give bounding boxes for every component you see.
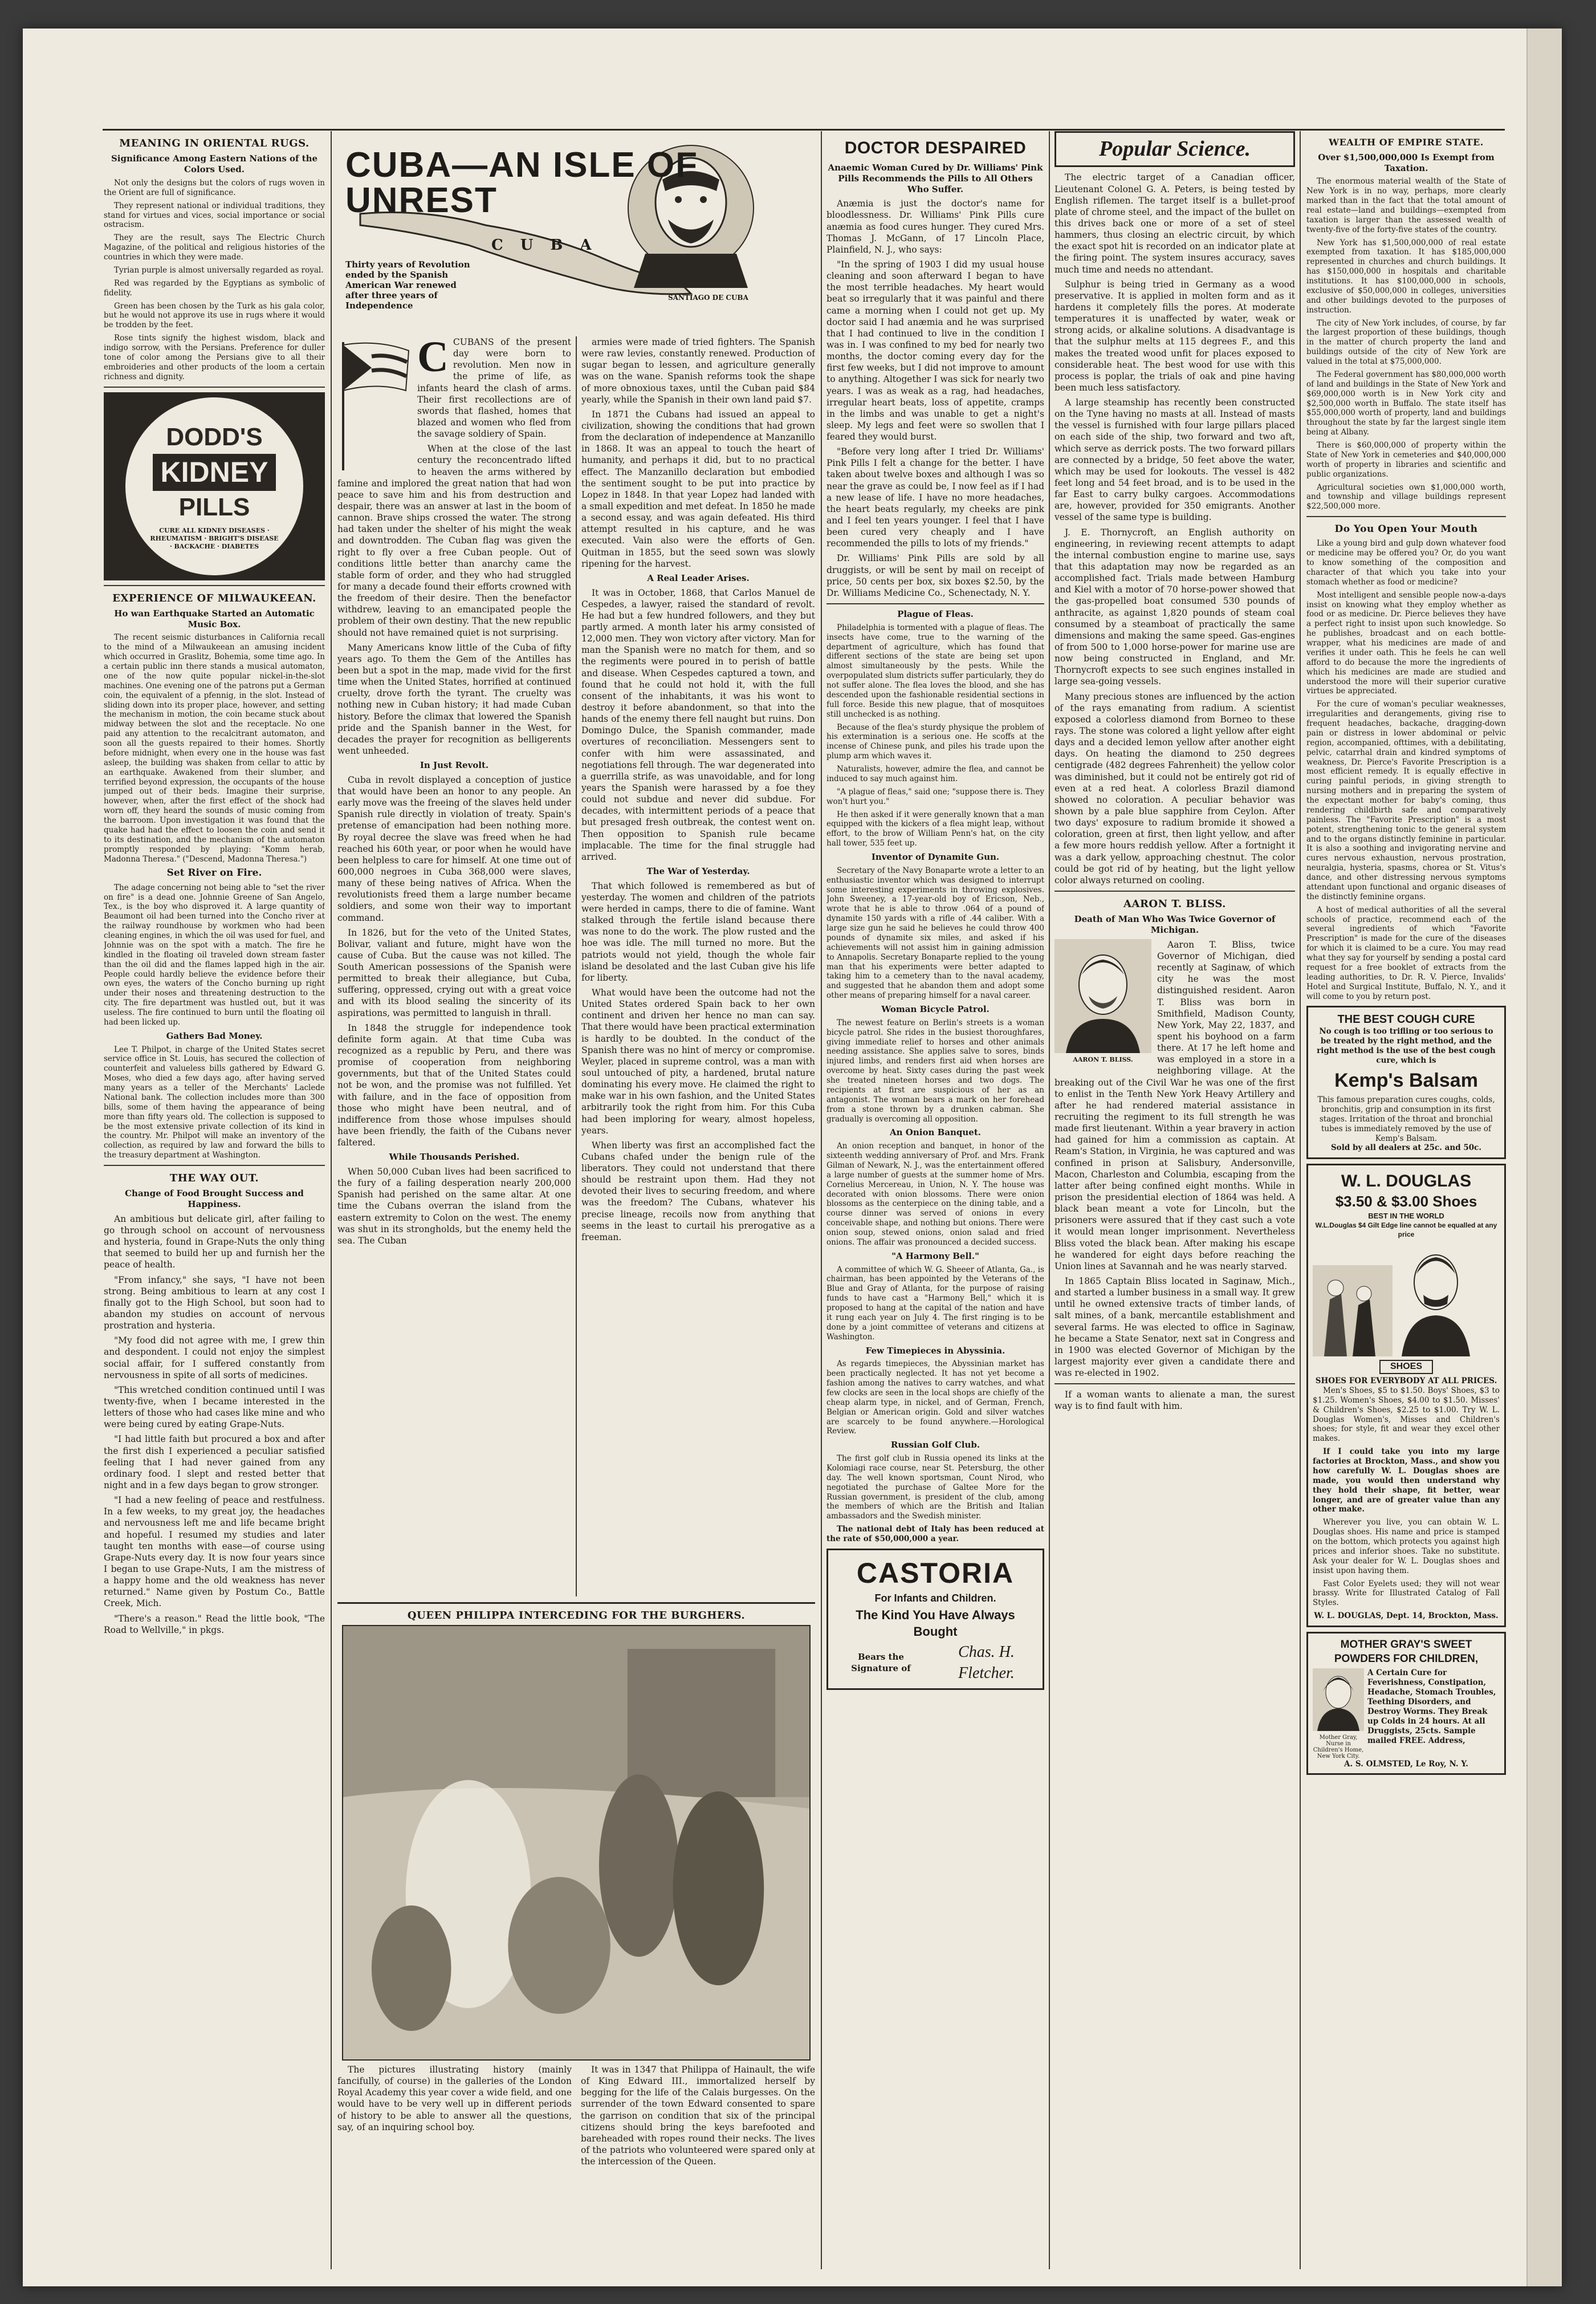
mouth-paragraph: For the cure of woman's peculiar weaknesses, irregularities and derangements, giving rise to frequent headaches, backache, dragging-down pain or distress in lower abdominal or pelvic region, accompanied, ofttimes, with a debilitating, pelvic, catarrhal drain and kindred symptoms of weakness, Dr. Pierce's Favorite Prescription is a most efficient remedy. It is equally effective in curing painful periods, in giving strength to nursing mothers and in preparing the system of the expectant mother for baby's coming, thus rendering childbirth safe and comparatively painless. The "Favorite Prescription" is a most potent, strengthening tonic to the general system and to the organs distinctly feminine in particular. It is also a soothing and invigorating nervine and cures nervous exhaustion, nervous prostration, neuralgia, hysteria, spasms, chorea or St. Vitus's dance, and other distressing nervous symptoms attendant upon functional and organic diseases of the distinctly feminine organs. <box>1306 700 1506 901</box>
rugs-subhead: Significance Among Eastern Nations of the Colors Used. <box>111 153 318 175</box>
fleas-paragraph: He then asked if it were generally known that a man equipped with the kickers of a flea might leap, without effort, to the brow of William Penn's hat, on the city hall tower, 535 feet up. <box>826 810 1044 848</box>
douglas-address: W. L. DOUGLAS, Dept. 14, Brockton, Mass. <box>1314 1611 1499 1621</box>
gray-address: A. S. OLMSTED, Le Roy, N. Y. <box>1344 1759 1468 1769</box>
column-rule <box>1300 131 1301 2269</box>
portrait-image <box>1054 939 1151 1053</box>
dynamite-headline: Inventor of Dynamite Gun. <box>871 852 1000 863</box>
fletcher-signature: Chas. H. Fletcher. <box>958 1643 1015 1682</box>
douglas-paragraph: Men's Shoes, $5 to $1.50. Boys' Shoes, $3 to $1.25. Women's Shoes, $4.00 to $1.50. Misses' & Children's Shoes, $2.25 to $1.00. Try W. L. Douglas Women's, Misses and Children's shoes; for style, fit and wear they excel other makes. <box>1313 1385 1500 1444</box>
onion-paragraph: An onion reception and banquet, in honor of the sixteenth wedding anniversary of Prof. and Mrs. Frank Gilman of Newark, N. J., was the entertainment offered a large number of guests at the summer home of Mrs. Cornelius Mercereau, in Union, N. Y. The house was decorated with onion blossoms. There were onion blossoms as the centerpiece on the dining table, and a course dinner was served of onions in every conceivable shape, and nothing but onions. There were onion soup, stewed onions, onion salad and fried onions. The affair was pronounced a decided success. <box>826 1141 1044 1247</box>
fire-headline: Set River on Fire. <box>166 867 262 879</box>
rugs-paragraph: They represent national or individual traditions, they stand for virtues and vices, social importance or social ostracism. <box>104 201 325 230</box>
page-edge <box>1526 29 1562 2286</box>
wayout-paragraph: "There's a reason." Read the little book, "The Road to Wellville," in pkgs. <box>104 1613 325 1635</box>
mouth-paragraph: A host of medical authorities of all the several schools of practice, recommend each of the several ingredients of which "Favorite Prescription" is made for the cure of the diseases for which it is claimed to be a cure. You may read what they say for yourself by sending a postal card request for a free booklet of extracts from the leading authorities, to Dr. R. V. Pierce, Invalids' Hotel and Surgical Institute, Buffalo, N. Y., and it will come to you by return post. <box>1306 905 1506 1001</box>
douglas-paragraph: Wherever you live, you can obtain W. L. Douglas shoes. His name and price is stamped on the bottom, which protects you against high prices and inferior shoes. Take no substitute. Ask your dealer for W. L. Douglas shoes and insist upon having them. <box>1313 1518 1500 1575</box>
divider <box>1054 1383 1295 1384</box>
cuba-paragraph: It was in October, 1868, that Carlos Manuel de Cespedes, a lawyer, raised the standard of revolt. He had but a few hundred followers, and they but partly armed. A month later his army consisted of 12,000 men. They won victory after victory. Man for man the Spanish were no match for them, and so the regiments were poured in to perish of battle and disease. When Cespedes captured a town, and found that he could not hold it, with the full consent of the inhabitants, it was his wont to destroy it before abandonment, so that into the hands of the enemy there fell naught but ruins. Don Domingo Dulce, the Spanish commander, made overtures of reconciliation. Messengers sent to confer with him were assassinated, and negotiations fell through. The war degenerated into a guerrilla strife, as was unavoidable, and for long years the Spanish were harassed by a foe they could not subdue and never did subdue. For decades, with intermittent periods of a peace that but presaged fresh outbreak, the contest went on. Then opposition to Spanish rule became implacable. The time for the final struggle had arrived. <box>581 587 815 862</box>
rugs-headline: MEANING IN ORIENTAL RUGS. <box>119 137 310 149</box>
wayout-paragraph: "My food did not agree with me, I grew thin and despondent. I could not enjoy the simplest social affair, for I suffered constantly from nervousness in spite of all sorts of medicines. <box>104 1335 325 1380</box>
douglas-paragraph: If I could take you into my large factories at Brockton, Mass., and show you how carefully W. L. Douglas shoes are made, you would then understand why they hold their shape, fit better, wear longer, and are of greater value than any other make. <box>1313 1447 1500 1514</box>
dodds-ring-text: CURE ALL KIDNEY DISEASES · RHEUMATISM · BRIGHT'S DISEASE · BACKACHE · DIABETES <box>150 526 279 551</box>
bliss-caption: AARON T. BLISS. <box>1073 1056 1133 1063</box>
column-rule <box>331 131 332 2269</box>
cuba-subhead: While Thousands Perished. <box>389 1152 520 1163</box>
bliss-portrait <box>1054 939 1151 1064</box>
fleas-paragraph: Because of the flea's sturdy physique the problem of his extermination is a serious one. He scoffs at the incense of Chinese punk, and piles his trade upon the plump arm which waves it. <box>826 722 1044 761</box>
science-paragraph: A large steamship has recently been constructed on the Tyne having no masts at all. Instead of masts the vessel is furnished with four large pillars placed on each side of the ship, two forward and two aft, which serve as derrick posts. The two forward pillars are connected by a bridge, 50 feet above the water, which may be used for lookouts. The vessel is 482 feet long and 54 feet broad, and is to be used in the far East to carry bulky cargoes. Accommodations are, however, provided for 350 emigrants. Another vessel of the same type is building. <box>1054 397 1295 523</box>
wealth-headline: WEALTH OF EMPIRE STATE. <box>1329 137 1484 148</box>
castoria-line: The Kind You Have Always Bought <box>856 1608 1015 1639</box>
cuba-paragraph: In 1848 the struggle for independence took definite form again. At that time Cuba was recognized as a republic by Peru, and there was promise of cooperation from neighboring governments, but that of the United States could not be won, and the promise was not fulfilled. Yet with failure, and in the face of opposition from those who might have been neutral, and of indifference from those whose impulses should have been friendly, the faith of the Cubans never faltered. <box>337 1022 571 1148</box>
mouth-headline: Do You Open Your Mouth <box>1334 523 1478 535</box>
wealth-paragraph: There is $60,000,000 of property within the State of New York in cemeteries and $40,000,000 worth of property in libraries and scientific and public organizations. <box>1306 441 1506 479</box>
cuba-banner-illustration <box>337 140 815 328</box>
column-4 <box>826 131 1044 2269</box>
fire-paragraph: The adage concerning not being able to "set the river on fire" is a dead one. Johnnie Greene of San Angelo, Tex., is the boy who disproved it. A large quantity of Beaumont oil had been turned into the Concho river at the railway roundhouse by workmen who had been cleaning engines, in which the oil was used for fuel, and Johnnie was on the spot with a match. The fire he kindled in the floating oil traveled down stream faster than the oil did and the flames lapped high in the air. People could hardly believe the evidence before their own eyes, the waters of the Concho burning up right under their noses and threatening destruction to the city. The fire department was hustled out, but it was useless. The fire continued to burn until the floating oil had been licked up. <box>104 883 325 1027</box>
doctor-subhead: Anaemic Woman Cured by Dr. Williams' Pink Pills Recommends the Pills to All Others Who Suffer. <box>828 162 1043 194</box>
wayout-paragraph: "This wretched condition continued until I was twenty-five, when I became interested in the letters of those who had cases like mine and who were being cured by eating Grape-Nuts. <box>104 1384 325 1430</box>
philippa-article <box>337 1602 815 2269</box>
cuba-column-a <box>337 336 571 1596</box>
philippa-paragraph: It was in 1347 that Philippa of Hainault, the wife of King Edward III., immortalized herself by begging for the life of the Calais burgesses. On the surrender of the town Edward consented to spare the garrison on condition that six of the principal citizens should bring the keys barefooted and bareheaded with ropes round their necks. The lives of the patriots who volunteered were spared only at the intercession of the Queen. <box>581 2065 815 2167</box>
milwaukee-subhead: Ho wan Earthquake Started an Automatic Music Box. <box>114 608 315 629</box>
dodds-pills: PILLS <box>178 493 250 521</box>
cuba-paragraph: Many Americans know little of the Cuba of fifty years ago. To them the Gem of the Antilles has been but a spot in the map, made vivid for the first time when the United States, horrified at continued cruelty, drove forth the tyrant. The cruelty was nothing new in Cuban history; it had made Cuban history. Before the climax that lowered the Spanish pride and the Spanish banner in the West, for decades the prayer for recognition as belligerents went unheeded. <box>337 642 571 756</box>
cuba-paragraph: That which followed is remembered as but of yesterday. The women and children of the patriots were herded in camps, there to die of famine. Want stalked through the fertile island because there was none to do the work. The plow rusted and the hoe was idle. The mill turned no more. But the patriots would not yield, though the whole fair island be desolated and the last Cuban give his life for liberty. <box>581 880 815 983</box>
kemp-brand: Kemp's Balsam <box>1334 1069 1478 1091</box>
italy-note: The national debt of Italy has been reduced at the rate of $50,000,000 a year. <box>826 1525 1044 1544</box>
cuba-paragraph: When at the close of the last century the reconcentrado lifted to heaven the arms withered by famine and implored the great nation that had won peace to save him and his from destruction and despair, there was an answer at last in the boom of cannon. Brave ships crossed the water. The strong had taken under the shelter of his might the weak and downtrodden. The Cuban flag was given the right to fly over a free Cuban people. Out of conditions little better than anarchy came the stable form of order, and they who had struggled for many a decade found their efforts crowned with the freedom of their desire. Then the benefactor withdrew, leaving to an emancipated people the problem of their own destiny. That the new republic should not have remained quiet is not surprising. <box>337 444 571 638</box>
divider <box>826 603 1044 604</box>
divider <box>104 585 325 586</box>
rugs-paragraph: They are the result, says The Electric Church Magazine, of the political and religious histories of the countries in which they were made. <box>104 233 325 262</box>
mouth-paragraph: Like a young bird and gulp down whatever food or medicine may be offered you? Or, do you want to know something of the composition and character of that which you take into your stomach whether as food or medicine? <box>1306 539 1506 587</box>
douglas-price: $3.50 & $3.00 Shoes <box>1335 1193 1477 1210</box>
shoe-figures-icon <box>1313 1265 1393 1356</box>
bliss-subhead: Death of Man Who Was Twice Governor of Michigan. <box>1074 914 1276 936</box>
cuba-subhead: In Just Revolt. <box>420 760 489 771</box>
philippa-headline: QUEEN PHILIPPA INTERCEDING FOR THE BURGHERS. <box>407 1610 746 1622</box>
cuba-lead: CUBANS of the present day were born to revolution. Men now in the prime of life, as infants heard the clash of arms. Their first recollections are of swords that flashed, homes that blazed and women who fled from the savage soldiery of Spain. <box>417 337 571 440</box>
wealth-paragraph: New York has $1,500,000,000 of real estate exempted from taxation. It has $185,000,000 represented in churches and church buildings. It has $150,000,000 in hospitals and charitable institutions. It has $100,000,000 in schools, exclusive of $50,000,000 in colleges, universities and other buildings devoted to the purposes of instruction. <box>1306 238 1506 315</box>
cuba-banner-title: CUBA—AN ISLE OF UNREST <box>345 145 698 220</box>
milwaukee-headline: EXPERIENCE OF MILWAUKEEAN. <box>112 592 316 604</box>
wayout-paragraph: "I had a new feeling of peace and restfulness. In a few weeks, to my great joy, the headaches and nervousness left me and life became bright and hopeful. I resumed my studies and later taught ten months with ease—of course using Grape-Nuts every day. It is now four years since I began to use Grape-Nuts, I am the mistress of a happy home and the old weakness has never returned." Name given by Postum Co., Battle Creek, Mich. <box>104 1495 325 1609</box>
gray-caption: Mother Gray, Nurse in Children's Home, New York City. <box>1313 1734 1364 1760</box>
cuba-paragraph: In 1826, but for the veto of the United States, Bolivar, valiant and future, might have won the cause of Cuba. But the cause was not killed. The South American possessions of the Spanish were permitted to break their allegiance, but Cuba, suffering, oppressed, crying out with a great voice and with its blood sealing the sincerity of its aspirations, was permitted to languish in thrall. <box>337 927 571 1018</box>
wealth-paragraph: The city of New York includes, of course, by far the largest proportion of these buildings, though in the matter of church property the land and buildings outside of the city of New York are valued in the total at $75,000,000. <box>1306 318 1506 367</box>
divider <box>1306 516 1506 517</box>
rugs-paragraph: Tyrian purple is almost universally regarded as royal. <box>114 265 324 275</box>
gray-text: A Certain Cure for Feverishness, Constipation, Headache, Stomach Troubles, Teething Disorders, and Destroy Worms. They Break up Colds in 24 hours. At all Druggists, 25cts. Sample mailed FREE. Address, <box>1367 1668 1496 1745</box>
dodds-kidney-pills-ad <box>104 392 325 580</box>
engraving-image <box>343 1626 809 2059</box>
doctor-headline: DOCTOR DESPAIRED <box>844 139 1027 157</box>
bicycle-headline: Woman Bicycle Patrol. <box>881 1004 990 1015</box>
gray-title: MOTHER GRAY'S SWEET POWDERS FOR CHILDREN, <box>1334 1639 1479 1665</box>
philippa-paragraph: The pictures illustrating history (mainly fancifully, of course) in the galleries of the London Royal Academy this year cover a wide field, and one would have to be very well up in different periods of history to be able to answer all the questions, say, of an inquiring school boy. <box>337 2065 572 2132</box>
santiago-label: SANTIAGO DE CUBA <box>668 294 748 302</box>
abyssinia-paragraph: As regards timepieces, the Abyssinian market has been practically neglected. It has not yet become a fashion among the natives to carry watches, and what few clocks are seen in the local shops are chiefly of the cheap alarm type, in nickel, and of German, French, Belgian or American origin. Gold and silver watches are scarcely to be found anywhere.—Horological Review. <box>826 1359 1044 1436</box>
popular-science-title: Popular Science. <box>1099 137 1251 161</box>
bliss-paragraph: In 1865 Captain Bliss located in Saginaw, Mich., and started a lumber business in a small way. It grew until he owned extensive tracts of timber lands, of salt mines, of a bank, mercantile establishment and several farms. He was elected to office in Saginaw, he became a State Senator, next sat in Congress and in 1900 was elected Governor of Michigan by the largest majority ever given a candidate there and was re-elected in 1902. <box>1054 1275 1295 1379</box>
wayout-headline: THE WAY OUT. <box>169 1172 259 1185</box>
bell-headline: "A Harmony Bell." <box>891 1250 979 1261</box>
cuba-paragraph: Cuba in revolt displayed a conception of justice that would have been an honor to any people. An early move was the freeing of the slaves held under Spanish rule directly in violation of treaty. Spain's pretense of emancipation had been nothing more. By royal decree the slave was freed when he had reached his 60th year, or poor when he would have been helpless to care for himself. At one time out of 600,000 negroes in Cuba 368,000 were slaves, many of these being natives of Africa. When the revolutionists freed them a large number became soldiers, and some won their way to important command. <box>337 774 571 923</box>
cuba-subhead: The War of Yesterday. <box>646 865 750 876</box>
column-rule <box>1049 131 1050 2269</box>
divider <box>1054 891 1295 892</box>
science-paragraph: The electric target of a Canadian officer, Lieutenant Colonel G. A. Peters, is being tested by English riflemen. The target itself is a bullet-proof plate of chrome steel, and the impact of the bullet on this drives back one or more of a set of steel hammers, thus closing an electric circuit, by which the exact spot hit is recorded on an indicator plate at the firing point. The system insures accuracy, saves much time and needs no attendant. <box>1054 172 1295 275</box>
dynamite-paragraph: Secretary of the Navy Bonaparte wrote a letter to an enthusiastic inventor which was designed to interrupt some interesting experiments in throwing explosives. John Sweeney, a 17-year-old boy of Ericson, Neb., wrote that he is able to throw .064 of a pound of dynamite 150 yards with a rifle of .44 caliber. With a large size gun he said he believes he could throw 400 pounds of dynamite six miles, and asked if his achievements will not assist him in gaining admission to Annapolis. Secretary Bonaparte replied to the young man that his experiments were better adapted to taking him to a cemetery than to the naval academy, and suggested that he abandon them and adopt some other means of preparing himself for a naval career. <box>826 865 1044 1001</box>
rugs-paragraph: Not only the designs but the colors of rugs woven in the Orient are full of significance. <box>104 178 325 197</box>
dodds-brand: DODD'S <box>166 423 263 452</box>
castoria-title: CASTORIA <box>856 1557 1015 1589</box>
douglas-best: BEST IN THE WORLD <box>1368 1212 1444 1221</box>
money-headline: Gathers Bad Money. <box>166 1030 263 1041</box>
cuba-paragraph: armies were made of tried fighters. The Spanish were raw levies, constantly renewed. Production of sugar began to lessen, and agriculture generally was on the wane. Spanish reforms took the shape of more obnoxious taxes, until the Cuban paid $84 yearly, while the Spanish in their own land paid $7. <box>581 337 815 405</box>
golf-headline: Russian Golf Club. <box>890 1440 980 1450</box>
wayout-paragraph: An ambitious but delicate girl, after failing to go through school on account of nervousness and hysteria, found in Grape-Nuts the only thing that seemed to build her up and furnish her the peace of health. <box>104 1213 325 1270</box>
fleas-paragraph: Naturalists, however, admire the flea, and cannot be induced to say much against him. <box>826 765 1044 783</box>
douglas-edge: W.L.Douglas $4 Gilt Edge line cannot be equalled at any price <box>1315 1221 1497 1238</box>
milwaukee-paragraph: The recent seismic disturbances in California recall to the mind of a Milwaukeean an amusing incident which occurred in Graslitz, Bohemia, some time ago. In a certain public inn there stands a musical automaton, one of the now quite popular nickel-in-the-slot machines. One evening one of the patrons put a German coin, the equivalent of a pfennig, in the slot. Instead of sliding down into its proper place, however, and setting the mechanism in motion, the coin became stuck about midway between the slot and the receptacle. No one paid any attention to the recalcitrant automaton, and soon all the guests repaired to their homes. Shortly before midnight, when every one in the house was fast asleep, the building was shaken from cellar to attic by an earthquake. Awakened from their slumber, and terrified beyond expression, the occupants of the house jumped out of their beds. Imagine their surprise, however, when, after the first effect of the shock had worn off, they heard the sounds of music coming from the barroom. Upon investigation it was found that the quake had had the effect to loosen the coin and send it to its destination, and the mechanism of the automaton promptly responded by playing: "Komm herab, Madonna Theresa." ("Descend, Madonna Theresa.") <box>104 633 325 864</box>
rugs-paragraph: Green has been chosen by the Turk as his gala color, but he would not approve its use in rugs where it would be trodden by the feet. <box>104 301 325 330</box>
divider <box>104 387 325 388</box>
fleas-paragraph: Philadelphia is tormented with a plague of fleas. The insects have come, true to the warning of the department of agriculture, which has found that different sections of the state are being set upon almost simultaneously by the pests. While the overpopulated slum districts suffer particularly, they do not suffer alone. The flea loves the blood, and she has descended upon the fashionable residential sections in full force. Beside this new plague, that of mosquitoes still unchecked is as nothing. <box>826 623 1044 719</box>
doctor-paragraph: Anæmia is just the doctor's name for bloodlessness. Dr. Williams' Pink Pills cure anæmia as food cures hunger. They cured Mrs. Thomas J. McGann, of 17 Lincoln Place, Plainfield, N. J., who says: <box>826 198 1044 255</box>
wealth-paragraph: The Federal government has $80,000,000 worth of land and buildings in the State of New York and $69,000,000 worth is in New York city and $2,500,000 worth in Buffalo. The state itself has $55,000,000 worth of property, land and buildings throughout the state by far the largest single item being at Albany. <box>1306 369 1506 437</box>
bicycle-paragraph: The newest feature on Berlin's streets is a woman bicycle patrol. She rides in the busiest thoroughfares, giving immediate relief to horses and other animals needing assistance. She applies salve to sores, binds injured limbs, and renders first aid when horses are overcome by heat. Sixty cases during the past week she treated nineteen horses and two dogs. The recipients at first are suspicious of her as an antagonist. The woman bears a mark on her forehead from a stone thrown by a drunken cabman. She gradually is overcoming all opposition. <box>826 1018 1044 1124</box>
kemp-text: No cough is too trifling or too serious to be treated by the right method, and the right method is the use of the best cough cure, which is <box>1317 1027 1496 1066</box>
mouth-paragraph: Most intelligent and sensible people now-a-days insist on knowing what they employ whether as food or as medicine. Dr. Pierce believes they have a perfect right to insist upon such knowledge. So he publishes, broadcast and on each bottle-wrapper, what his medicines are made of and verifies it under oath. This he feels he can well afford to do because the more the ingredients of which his medicines are made are studied and understood the more will their superior curative virtues be appreciated. <box>1306 590 1506 696</box>
science-paragraph: J. E. Thornycroft, an English authority on engineering, in reviewing recent attempts to adapt the internal combustion engine to marine use, says that this adaptation may now be regarded as an accomplished fact. Trials made between Hamburg and Kiel with a motor of 70 horse-power showed that the gas-propelled boat consumed 530 pounds of anthracite, as against 1,820 pounds of steam coal consumed by a steamboat of practically the same dimensions and making the same speed. Gas-engines of from 500 to 1,000 horse-power for marine use are now being constructed in England, and Mr. Thornycroft expects to see such engines installed in large sea-going vessels. <box>1054 527 1295 687</box>
doctor-paragraph: Dr. Williams' Pink Pills are sold by all druggists, or will be sent by mail on receipt of price, 50 cents per box, six boxes $2.50, by the Dr. Williams Medicine Co., Schenectady, N. Y. <box>826 553 1044 598</box>
top-rule <box>103 129 1505 131</box>
castoria-line: Bears the Signature of <box>851 1652 911 1673</box>
doctor-paragraph: "Before very long after I tried Dr. Williams' Pink Pills I felt a change for the better. I have taken about twelve boxes and although I was so near the grave as could be, I now feel as if I had a new lease of life. I have no more headaches, the heart beats regularly, my cheeks are pink and I feel ten years younger. I feel that I have been cured very cheaply and I have recommended the pills to lots of my friends." <box>826 446 1044 549</box>
column-1 <box>104 131 325 2269</box>
mother-gray-ad <box>1306 1632 1506 1775</box>
wayout-paragraph: "I had little faith but procured a box and after the first dish I experienced a peculiar satisfied feeling that I had never gained from any ordinary food. I slept and rested better that night and in a few days began to grow stronger. <box>104 1434 325 1491</box>
science-paragraph: Many precious stones are influenced by the action of the rays emanating from radium. A scientist exposed a colorless diamond from Borneo to these rays. The stone was colored a light yellow after eight days and a decided lemon yellow after another eight days. On heating the diamond to 250 degrees centigrade (482 degrees Fahrenheit) the yellow color was diminished, but it could not be entirely got rid of even at a red heat. A colorless Brazil diamond showed no coloration. A peculiar behavior was shown by a pale blue sapphire from Ceylon. After two days' exposure to radium bromide it showed a coloration, green at first, then light yellow, and after a few more hours reddish yellow. After a fortnight it was a dark yellow, approaching chestnut. The color could be got rid of by heating, but the light yellow color always returned on cooling. <box>1054 691 1295 885</box>
cuba-paragraph: When 50,000 Cuban lives had been sacrificed to the fury of a failing desperation nearly 200,000 Spanish had perished on the same altar. At one time the Cubans overran the island from the eastern extremity to Colon on the west. The enemy was shut in its strongholds, but the enemy held the sea. The Cuban <box>337 1167 571 1246</box>
column-6 <box>1306 131 1506 2269</box>
doctor-paragraph: "In the spring of 1903 I did my usual house cleaning and soon afterward I began to have the most terrible headaches. My heart would beat so irregularly that it was painful and there came a morning when I could not get up. My doctor said I had anæmia and he was surprised that I had continued to live in the condition I was in. I was confined to my bed for nearly two months, the doctor coming every day for the first few weeks, but I did not improve to amount to anything. Altogether I was sick for nearly two years. I was as weak as a rag, had headaches, irregular heart beats, loss of appetite, cramps in the limbs and was unable to get a night's sleep. My legs and feet were so swollen that I feared they would burst. <box>826 259 1044 442</box>
newspaper-page <box>23 29 1562 2286</box>
mother-gray-portrait-icon <box>1313 1668 1364 1731</box>
popular-science-banner <box>1054 131 1295 167</box>
fleas-paragraph: "A plague of fleas," said one; "suppose there is. They won't hurt you." <box>826 787 1044 806</box>
douglas-all: SHOES FOR EVERYBODY AT ALL PRICES. <box>1315 1376 1497 1385</box>
flag-icon <box>337 336 412 473</box>
douglas-shoes-ad <box>1306 1164 1506 1627</box>
filler-paragraph: If a woman wants to alienate a man, the surest way is to find fault with him. <box>1054 1389 1295 1412</box>
wealth-paragraph: The enormous material wealth of the State of New York is in no way, perhaps, more clearly marked than in the fact that the total amount of real estate—land and buildings—exempted from taxation is larger than the assessed wealth of twenty-five of the forty-five states of the country. <box>1306 177 1506 234</box>
cuba-paragraph: When liberty was first an accomplished fact the Cubans chafed under the benign rule of the liberators. They could not understand that there should be restraint upon them. Had they not devoted their lives to securing freedom, and where was the freedom? The Cubans, whatever his precise lineage, recoils now from anything that seems in the least to curtail his prerogative as a freeman. <box>581 1140 815 1242</box>
kemp-text: This famous preparation cures coughs, colds, bronchitis, grip and consumption in its first stages. Irritation of the throat and bronchial tubes is immediately removed by the use of Kemp's Balsam. <box>1317 1095 1495 1143</box>
wayout-subhead: Change of Food Brought Success and Happiness. <box>125 1188 304 1210</box>
douglas-portrait-icon <box>1396 1242 1476 1356</box>
cuba-subhead: A Real Leader Arises. <box>647 572 750 583</box>
column-5 <box>1054 131 1295 2269</box>
money-paragraph: Lee T. Philpot, in charge of the United States secret service office in St. Louis, has secured the collection of counterfeit and valueless bills gathered by Edward G. Moses, who died a few days ago, after having served many years as a teller of the Merchants' Laclede National bank. The collection includes more than 300 bills, some of them having the appearance of being more than fifty years old. The collection is supposed to be the most extensive private collection of its kind in the country. Mr. Philpot will make an inventory of the collection, as required by law and forward the bills to the treasury department at Washington. <box>104 1045 325 1160</box>
wealth-subhead: Over $1,500,000,000 Is Exempt from Taxation. <box>1318 152 1495 173</box>
cuba-flag-art <box>337 336 412 473</box>
cuba-paragraph: What would have been the outcome had not the United States ordered Spain back to her own continent and driven her hence no man can say. That there would have been practical extermination is hardly to be doubted. In the conduct of the Spanish there was no hint of mercy or compromise. Weyler, placed in supreme control, was a man with soul untouched of pity, a hardened, brutal nature dominating his every move. He claimed the right to make war in his own fashion, and the United States arbitrarily took the right from him. For this Cuba had been imploring for weary, almost hopeless, years. <box>581 987 815 1136</box>
dodds-kidney: KIDNEY <box>153 454 276 491</box>
douglas-shoes-label: SHOES <box>1379 1360 1433 1374</box>
kemp-text: Sold by all dealers at 25c. and 50c. <box>1330 1143 1482 1153</box>
bliss-paragraph: Aaron T. Bliss, twice Governor of Michigan, died recently at Saginaw, of which city he was the most distinguished resident. Aaron T. Bliss was born in Smithfield, Madison County, New York, May 22, 1837, and spent his boyhood on a farm there. At 17 he left home and was employed in a store in a neighboring village. At the breaking out of the Civil War he was one of the first to enlist in the Tenth New York Heavy Artillery and after he had rendered material assistance in recruiting the regiment to its full strength he was made first lieutenant. Within a year bravery in action had gained for him a commission as captain. At Ream's Station, in Virginia, he was captured and was confined in prison at Salisbury, Andersonville, Macon, Charleston and Columbia, escaping from the latter after being confined eight months. While in prison the presidential election of 1864 was held. A black bean meant a vote for Lincoln, but the prisoners were assured that if they cast such a vote it would mean longer imprisonment. Nevertheless Bliss voted the black bean. After making his escape he wandered for eight days before reaching the Union lines at Savannah and he was nearly starved. <box>1054 939 1295 1271</box>
drop-cap: C <box>417 336 449 381</box>
cuba-caption: Thirty years of Revolution ended by the Spanish American War renewed after three years of Independence <box>345 259 470 311</box>
bell-paragraph: A committee of which W. G. Sheeer of Atlanta, Ga., is chairman, has been appointed by the Veterans of the Blue and Gray of Atlanta, for the purpose of raising funds to have cast a "Harmony Bell," which it is proposed to hang at the capital of the nation and have it rung each year on July 4. The first ringing is to be done by a joint committee of veterans and citizens at Washington. <box>826 1265 1044 1342</box>
onion-headline: An Onion Banquet. <box>890 1127 981 1138</box>
castoria-line: For Infants and Children. <box>874 1592 996 1604</box>
golf-paragraph: The first golf club in Russia opened its links at the Kolomiagi race course, near St. Petersburg, the other day. The well known sportsman, Count Nirod, who negotiated the purchase of Galtee More for the Russian government, is president of the club, among the members of which are the British and Italian ambassadors and the Swedish minister. <box>826 1454 1044 1521</box>
kemps-balsam-ad <box>1306 1006 1506 1159</box>
wealth-paragraph: Agricultural societies own $1,000,000 worth, and township and village buildings represent $22,500,000 more. <box>1306 482 1506 511</box>
rugs-paragraph: Red was regarded by the Egyptians as symbolic of fidelity. <box>104 278 325 298</box>
column-rule <box>821 131 822 2269</box>
cuba-column-b <box>581 336 815 1596</box>
bliss-headline: AARON T. BLISS. <box>1123 897 1226 910</box>
wayout-paragraph: "From infancy," she says, "I have not been strong. Being ambitious to learn at any cost I finally got to the High School, but soon had to abandon my studies on account of nervous prostration and hysteria. <box>104 1274 325 1331</box>
douglas-paragraph: Fast Color Eyelets used; they will not wear brassy. Write for Illustrated Catalog of Fall Styles. <box>1313 1579 1500 1608</box>
kemp-title: THE BEST COUGH CURE <box>1337 1013 1475 1026</box>
douglas-title: W. L. DOUGLAS <box>1341 1172 1472 1191</box>
science-paragraph: Sulphur is being tried in Germany as a wood preservative. It is applied in molten form and as it hardens it completely fills the pores. At moderate temperatures it is unaffected by water, weak or strong acids, or alkaline solutions. A disadvantage is that the sulphur melts at 115 degrees F., and this makes the treated wood unfit for places exposed to considerable heat. The best wood for use with this process is poplar, the trials of oak and pine having been much less satisfactory. <box>1054 279 1295 393</box>
fleas-headline: Plague of Fleas. <box>897 609 974 620</box>
rugs-paragraph: Rose tints signify the highest wisdom, black and indigo sorrow, with the Persians. Preference for duller tone of color among the Persians give to all their embroideries and other products of the loom a certain richness and dignity. <box>104 334 325 381</box>
castoria-ad <box>826 1549 1044 1690</box>
abyssinia-headline: Few Timepieces in Abyssinia. <box>865 1345 1005 1356</box>
map-label: CUBA <box>491 237 609 254</box>
philippa-engraving <box>342 1625 811 2061</box>
divider <box>104 1165 325 1166</box>
column-rule <box>576 336 577 1596</box>
cuba-paragraph: In 1871 the Cubans had issued an appeal to civilization, showing the conditions that had grown from the declaration of independence at Manzanillo in 1868. It was an appeal to touch the heart of humanity, and perhaps it did, but to no practical effect. The Manzanillo declaration but embodied the sentiment sought to be put into practice by Lopez in 1848. In that year Lopez had landed with a small expedition and met defeat. In 1850 he made a second essay, and was again defeated. His third attempt resulted in his capture, and he was executed. Vain also were the efforts of Gen. Quitman in 1855, but the seed sown was slowly ripening for the harvest. <box>581 409 815 569</box>
